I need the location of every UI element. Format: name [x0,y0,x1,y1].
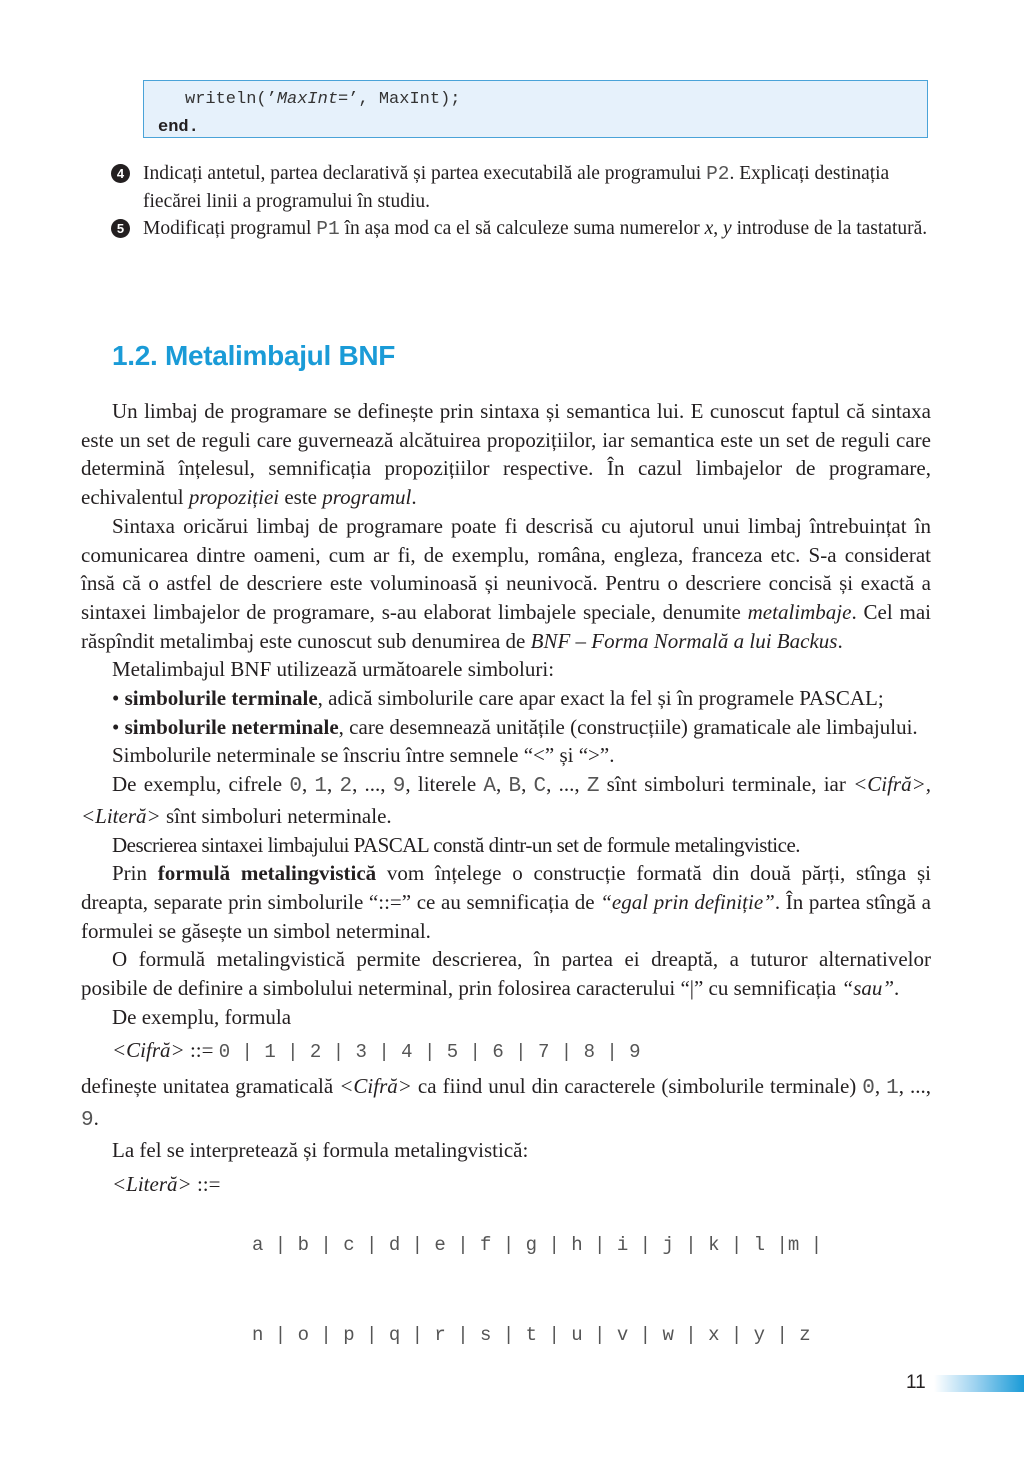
bullet-item: • simbolurile terminale, adică simbolurile care apar exact la fel și în programele PASCAL; [112,686,884,711]
section-body [81,397,931,1410]
formula-litera [112,1170,931,1410]
paragraph: Un limbaj de programare se definește prin sintaxa și semantica lui. E cunoscut faptul că sintaxa este un set de reguli care guvernează alcătuirea propozițiilor, iar semantica este un set de reguli care determină înțelesul, semnificația propozițiilor respective. În cazul limbajelor de programare, echivalentul propoziției este programul. [81,399,931,510]
paragraph: La fel se interpretează și formula metalingvistică: [112,1137,529,1162]
code-snippet [143,80,928,138]
task-5 [111,215,931,243]
code-line-writeln: writeln(’MaxInt=’, MaxInt); [185,90,461,109]
paragraph: Prin formulă metalingvistică vom înțelege o construcție formată din două părți, stînga și dreapta, separate prin simbolurile “::=” ce au semnificația de “egal prin definiție”. În partea stîngă a formulei se găsește un simbol neterminal. [81,861,931,943]
section-title: 1.2. Metalimbajul BNF [112,340,396,371]
formula-lhs: <Literă> ::= [112,1172,221,1197]
paragraph: O formulă metalingvistică permite descrierea, în partea ei dreaptă, a tuturor alternativelor posibile de definire a simbolului neterminal, prin folosirea caracterului “|” cu semnificația “sau”. [81,947,931,1001]
page-number-bar [934,1375,1024,1392]
formula-rhs: a | b | c | d | e | f | g | h | i | j | k | l |m | n | o | p | q | r | s | t | u | v | w | x | y | z [252,1234,823,1347]
paragraph: Simbolurile neterminale se înscriu între semnele “<” și “>”. [112,743,615,768]
paragraph: Metalimbajul BNF utilizează următoarele simboluri: [112,657,555,682]
task-number-badge: 4 [111,164,130,183]
formula-cifra: <Cifră> ::= 0 | 1 | 2 | 3 | 4 | 5 | 6 | 7 | 8 | 9 [112,1038,641,1064]
task-number-badge: 5 [111,219,130,238]
task-text: Modificați programul P1 în așa mod ca el să calculeze suma numerelor x, y introduse de la tastatură. [143,218,928,240]
task-4 [111,160,931,215]
paragraph: De exemplu, formula [112,1004,292,1029]
paragraph: Sintaxa oricărui limbaj de programare poate fi descrisă cu ajutorul unui limbaj întrebuințat în comunicarea dintre oameni, cum ar fi, de exemplu, româna, engleza, franceza etc. S-a considerat însă că o astfel de descriere este voluminoasă și neunivocă. Pentru o descriere concisă și exactă a sintaxei limbajelor de programare, s-au elaborat limbajele speciale, denumite metalimbaje. Cel mai răspîndit metalimbaj este cunoscut sub denumirea de BNF – Forma Normală a lui Backus. [81,513,931,653]
task-text: Indicați antetul, partea declarativă și partea executabilă ale programului P2. Explicați destinația fiecărei linii a programului în studiu. [143,163,890,212]
code-line-end: end. [158,118,199,137]
page-number: 11 [906,1372,926,1393]
paragraph: definește unitatea gramaticală <Cifră> ca fiind unul din caracterele (simbolurile terminale) 0, 1, ..., 9. [81,1074,932,1132]
paragraph: De exemplu, cifrele 0, 1, 2, ..., 9, literele A, B, C, ..., Z sînt simboluri terminale, iar <Cifră>, <Literă> sînt simboluri neterminale. [81,772,932,828]
paragraph: Descrierea sintaxei limbajului PASCAL constă dintr-un set de formule metalingvistice. [112,832,801,857]
bullet-item: • simbolurile neterminale, care desemnează unitățile (construcțiile) gramaticale ale limbajului. [112,714,918,739]
